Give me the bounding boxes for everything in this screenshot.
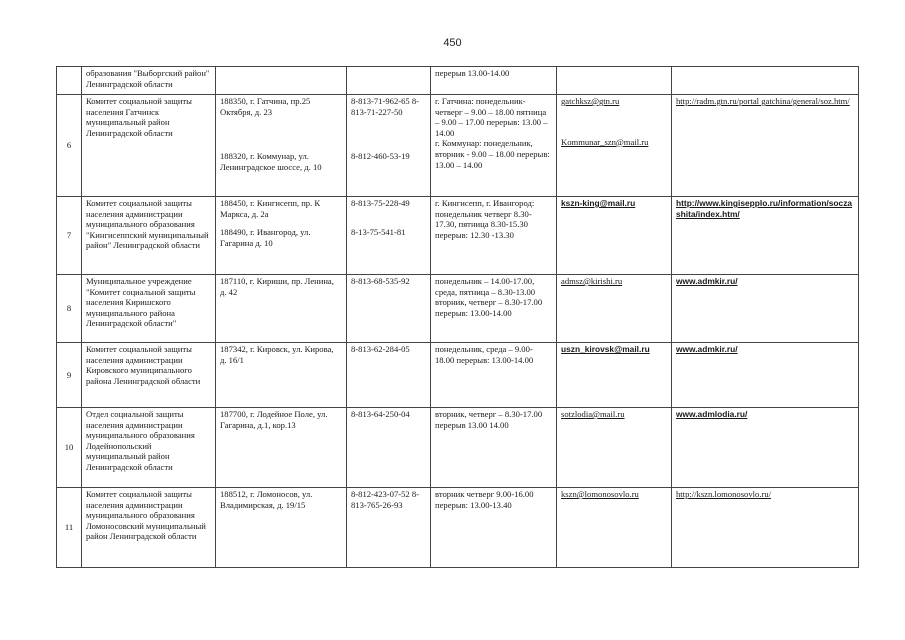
address: 187342, г. Кировск, ул. Кирова, д. 16/1 bbox=[216, 343, 347, 408]
website-link[interactable]: www.admlodia.ru/ bbox=[676, 409, 748, 419]
website bbox=[672, 488, 859, 568]
email bbox=[557, 95, 672, 197]
website-link[interactable]: http://www.kingisepplo.ru/information/soczashita/index.htm/ bbox=[676, 198, 853, 219]
work-hours: перерыв 13.00-14.00 bbox=[431, 67, 557, 95]
address bbox=[216, 197, 347, 275]
email-link[interactable]: kszn@lomonosovlo.ru bbox=[561, 489, 639, 499]
phone bbox=[347, 197, 431, 275]
org-name: Комитет социальной защиты населения администрации муниципального образования "Кингисеппский муниципальный район" Ленинградской области bbox=[82, 197, 216, 275]
address bbox=[216, 95, 347, 197]
address bbox=[216, 67, 347, 95]
address-secondary: 188490, г. Ивангород, ул. Гагарина д. 10 bbox=[220, 227, 311, 248]
phone: 8-813-68-535-92 bbox=[347, 275, 431, 343]
phone: 8-812-423-07-52 8-813-765-26-93 bbox=[347, 488, 431, 568]
row-number: 10 bbox=[57, 408, 82, 488]
address-primary: 188450, г. Кингисепп, пр. К Маркса, д. 2а bbox=[220, 198, 321, 219]
email-link[interactable]: sotzlodia@mail.ru bbox=[561, 409, 625, 419]
address-secondary: 188320, г. Коммунар, ул. Ленинградское шоссе, д. 10 bbox=[220, 151, 322, 172]
row-number: 7 bbox=[57, 197, 82, 275]
work-hours: вторник, четверг – 8.30-17.00 перерыв 13.00 14.00 bbox=[431, 408, 557, 488]
website-link[interactable]: www.admkir.ru/ bbox=[676, 276, 738, 286]
address-primary: 188350, г. Гатчина, пр.25 Октября, д. 23 bbox=[220, 96, 311, 117]
row-number bbox=[57, 67, 82, 95]
website bbox=[672, 197, 859, 275]
org-name: Муниципальное учреждение "Комитет социальной защиты населения Киришского муниципального района Ленинградской области" bbox=[82, 275, 216, 343]
phone: 8-813-62-284-05 bbox=[347, 343, 431, 408]
address: 188512, г. Ломоносов, ул. Владимирская, д. 19/15 bbox=[216, 488, 347, 568]
email-link[interactable]: Kommunar_szn@mail.ru bbox=[561, 136, 649, 147]
email-link[interactable]: admsz@kirishi.ru bbox=[561, 276, 623, 286]
table-row bbox=[57, 197, 859, 275]
website-link[interactable]: http://radm.gtn.ru/portal gatchina/general/soz.htm/ bbox=[676, 96, 850, 106]
org-name: Комитет социальной защиты населения администрации Кировского муниципального района Ленинградской области bbox=[82, 343, 216, 408]
email bbox=[557, 67, 672, 95]
email-link[interactable]: kszn-king@mail.ru bbox=[561, 198, 636, 208]
email bbox=[557, 343, 672, 408]
table-row bbox=[57, 275, 859, 343]
row-number: 6 bbox=[57, 95, 82, 197]
work-hours bbox=[431, 95, 557, 197]
work-hours: вторник четверг 9.00-16.00 перерыв: 13.00-13.40 bbox=[431, 488, 557, 568]
row-number: 9 bbox=[57, 343, 82, 408]
website bbox=[672, 67, 859, 95]
email bbox=[557, 488, 672, 568]
org-name: Комитет социальной защиты населения Гатчинск муниципальный район Ленинградской области bbox=[82, 95, 216, 197]
row-number: 8 bbox=[57, 275, 82, 343]
phone-primary: 8-813-75-228-49 bbox=[351, 198, 410, 208]
social-protection-table bbox=[56, 66, 859, 568]
org-name: Комитет социальной защиты населения администрации муниципального образования Ломоносовский муниципальный район Ленинградской области bbox=[82, 488, 216, 568]
phone-secondary: 8-13-75-541-81 bbox=[351, 226, 406, 237]
email bbox=[557, 275, 672, 343]
website bbox=[672, 275, 859, 343]
email-link[interactable]: uszn_kirovsk@mail.ru bbox=[561, 344, 650, 354]
phone-primary: 8-813-71-962-65 8-813-71-227-50 bbox=[351, 96, 420, 117]
hours-secondary: г. Коммунар: понедельник, вторник - 9.00 – 18.00 перерыв: 13.00 – 14.00 bbox=[435, 138, 550, 170]
work-hours: г. Кингисепп, г. Ивангород: понедельник четверг 8.30-17.30, пятница 8.30-15.30 перерыв: 12.30 -13.30 bbox=[431, 197, 557, 275]
org-name: образования "Выборгский район" Ленинградской области bbox=[82, 67, 216, 95]
work-hours: понедельник – 14.00-17.00, среда, пятница – 8.30-13.00 вторник, четверг – 8.30-17.00 перерыв: 13.00-14.00 bbox=[431, 275, 557, 343]
table-row bbox=[57, 95, 859, 197]
table-row bbox=[57, 488, 859, 568]
website bbox=[672, 95, 859, 197]
phone-secondary: 8-812-460-53-19 bbox=[351, 151, 410, 162]
email bbox=[557, 197, 672, 275]
website bbox=[672, 343, 859, 408]
table-row bbox=[57, 67, 859, 95]
phone bbox=[347, 95, 431, 197]
table-row bbox=[57, 408, 859, 488]
org-name: Отдел социальной защиты населения администрации муниципального образования Лодейнопольский муниципальный район Ленинградской области bbox=[82, 408, 216, 488]
hours-primary: г. Гатчина: понедельник-четверг – 9.00 – 18.00 пятница – 9.00 – 17.00 перерыв: 13.00 – 14.00 bbox=[435, 96, 548, 138]
phone: 8-813-64-250-04 bbox=[347, 408, 431, 488]
website bbox=[672, 408, 859, 488]
address: 187700, г. Лодейное Поле, ул. Гагарина, д.1, кор.13 bbox=[216, 408, 347, 488]
website-link[interactable]: http://kszn.lomonosovlo.ru/ bbox=[676, 489, 772, 499]
row-number: 11 bbox=[57, 488, 82, 568]
email bbox=[557, 408, 672, 488]
email-link[interactable]: gatchksz@gtn.ru bbox=[561, 96, 620, 106]
work-hours: понедельник, среда – 9.00-18.00 перерыв: 13.00-14.00 bbox=[431, 343, 557, 408]
page-number: 450 bbox=[443, 37, 462, 49]
address: 187110, г. Кириши, пр. Ленина, д. 42 bbox=[216, 275, 347, 343]
website-link[interactable]: www.admkir.ru/ bbox=[676, 344, 738, 354]
table-row bbox=[57, 343, 859, 408]
phone bbox=[347, 67, 431, 95]
